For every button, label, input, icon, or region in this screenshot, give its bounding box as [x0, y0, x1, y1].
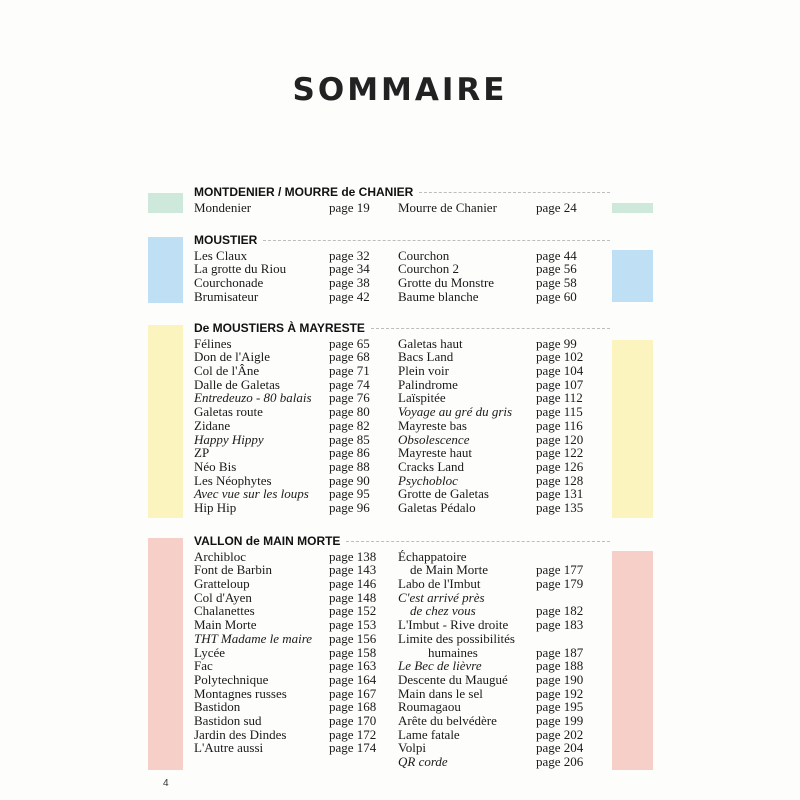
entry-name: QR corde [398, 754, 448, 770]
section-band-red-left [148, 538, 183, 770]
entry-page: page 187 [536, 644, 584, 660]
toc-section-moustiers-mayreste [194, 322, 610, 515]
entry-name: Félines [194, 335, 232, 351]
entry-page: page 44 [536, 247, 577, 263]
entry-name: Arête du belvédère [398, 712, 497, 728]
toc-entry[interactable] [194, 474, 398, 488]
entry-name: Courchon [398, 247, 450, 263]
entry-page: page 96 [329, 499, 370, 515]
toc-entry[interactable] [194, 201, 398, 215]
entry-page: page 115 [536, 404, 583, 420]
entry-page: page 58 [536, 275, 577, 291]
entry-name: Bastidon sud [194, 712, 262, 728]
toc-entry[interactable] [194, 550, 398, 564]
toc-entry[interactable] [194, 446, 398, 460]
entry-name: Bacs Land [398, 349, 454, 365]
entry-name: Laïspitée [398, 390, 446, 406]
entry-page: page 128 [536, 472, 584, 488]
toc-entry[interactable] [398, 632, 610, 646]
toc-entry[interactable] [194, 276, 398, 290]
entry-name: de Main Morte [410, 562, 488, 578]
toc-entry[interactable] [398, 262, 610, 276]
entry-name: Labo de l'Imbut [398, 576, 481, 592]
entry-name: Grotte de Galetas [398, 486, 489, 502]
entry-name: Hip Hip [194, 499, 237, 515]
toc-entry[interactable] [398, 378, 610, 392]
toc-entry[interactable] [398, 391, 610, 405]
toc-entry[interactable] [398, 405, 610, 419]
toc-entry[interactable] [398, 501, 610, 515]
entry-page: page 71 [329, 363, 370, 379]
entry-page: page 19 [329, 199, 370, 215]
toc-entry[interactable] [194, 350, 398, 364]
toc-entry[interactable] [194, 249, 398, 263]
section-title: MOUSTIER [194, 233, 258, 247]
entry-page: page 177 [536, 562, 584, 578]
entry-name: Psychobloc [398, 472, 458, 488]
toc-entry[interactable] [398, 741, 610, 755]
entry-page: page 95 [329, 486, 370, 502]
entry-name: Jardin des Dindes [194, 726, 287, 742]
entry-page: page 163 [329, 658, 377, 674]
entry-name: Baume blanche [398, 288, 479, 304]
entry-name: Main Morte [194, 617, 257, 633]
section-band-red-right [612, 551, 653, 770]
toc-entry[interactable] [398, 755, 610, 769]
entry-page: page 102 [536, 349, 584, 365]
entry-name: Roumagaou [398, 699, 461, 715]
toc-entry[interactable] [398, 673, 610, 687]
entry-page: page 172 [329, 726, 377, 742]
section-title: VALLON de MAIN MORTE [194, 534, 341, 548]
entry-name: Voyage au gré du gris [398, 404, 513, 420]
section-band-green-right [612, 203, 653, 213]
entry-page: page 204 [536, 740, 584, 756]
entry-page: page 153 [329, 617, 377, 633]
entry-name: Don de l'Aigle [194, 349, 270, 365]
entry-name: ZP [194, 445, 210, 461]
toc-entry[interactable] [194, 714, 398, 728]
toc-entry[interactable] [398, 591, 610, 605]
toc-entry[interactable] [194, 487, 398, 501]
entry-name: Main dans le sel [398, 685, 483, 701]
entry-name: La grotte du Riou [194, 261, 287, 277]
toc-entry[interactable] [194, 646, 398, 660]
entry-name: Polytechnique [194, 671, 269, 687]
entry-page: page 192 [536, 685, 584, 701]
toc-entry[interactable] [194, 577, 398, 591]
toc-entry[interactable] [194, 405, 398, 419]
entry-page: page 206 [536, 754, 584, 770]
entry-name: Palindrome [398, 376, 458, 392]
toc-entry[interactable] [398, 249, 610, 263]
entry-page: page 158 [329, 644, 377, 660]
entry-name: Dalle de Galetas [194, 376, 280, 392]
toc-entry[interactable] [194, 419, 398, 433]
section-divider [371, 328, 610, 329]
entry-name: Bastidon [194, 699, 241, 715]
entry-name: Mondenier [194, 199, 252, 215]
entry-page: page 74 [329, 376, 370, 392]
toc-entry[interactable] [194, 460, 398, 474]
section-band-yellow-right [612, 340, 653, 518]
entry-page: page 88 [329, 458, 370, 474]
entry-page: page 126 [536, 458, 584, 474]
section-title: De MOUSTIERS À MAYRESTE [194, 321, 365, 335]
entry-name: Obsolescence [398, 431, 470, 447]
page-title: SOMMAIRE [292, 72, 508, 108]
toc-entry[interactable] [398, 201, 610, 215]
entry-name: Courchonade [194, 275, 264, 291]
toc-entry[interactable] [194, 618, 398, 632]
section-band-blue-left [148, 237, 183, 303]
entry-page: page 188 [536, 658, 584, 674]
page-number: 4 [163, 778, 169, 789]
entry-name: THT Madame le maire [194, 630, 313, 646]
entry-page: page 202 [536, 726, 584, 742]
entry-name: Chalanettes [194, 603, 255, 619]
entry-page: page 86 [329, 445, 370, 461]
entry-name: Galetas Pédalo [398, 499, 476, 515]
entry-name: Lame fatale [398, 726, 460, 742]
entry-page: page 131 [536, 486, 584, 502]
toc-entry[interactable] [398, 728, 610, 742]
entry-name: Avec vue sur les loups [194, 486, 309, 502]
entry-page: page 146 [329, 576, 377, 592]
toc-entry[interactable] [194, 632, 398, 646]
toc-entry[interactable] [398, 550, 610, 564]
toc-entry[interactable] [194, 378, 398, 392]
entry-page: page 104 [536, 363, 584, 379]
entry-name: Galetas route [194, 404, 263, 420]
entry-page: page 168 [329, 699, 377, 715]
toc-entry[interactable] [398, 700, 610, 714]
toc-entry[interactable] [398, 433, 610, 447]
entry-name: Happy Hippy [194, 431, 264, 447]
toc-entry[interactable] [194, 591, 398, 605]
entry-name: de chez vous [410, 603, 476, 619]
entry-name: Plein voir [398, 363, 449, 379]
entry-name: Les Néophytes [194, 472, 272, 488]
entry-name: Col d'Ayen [194, 589, 252, 605]
entry-name: Zidane [194, 417, 231, 433]
toc-entry[interactable] [194, 364, 398, 378]
toc-entry[interactable] [194, 700, 398, 714]
entry-page: page 38 [329, 275, 370, 291]
entry-name: Fac [194, 658, 213, 674]
toc-entry[interactable] [194, 337, 398, 351]
entry-page: page 148 [329, 589, 377, 605]
toc-entry[interactable] [194, 433, 398, 447]
toc-entry[interactable] [398, 446, 610, 460]
toc-entry[interactable] [398, 337, 610, 351]
entry-name: Brumisateur [194, 288, 259, 304]
entry-name: Néo Bis [194, 458, 237, 474]
entry-page: page 24 [536, 199, 577, 215]
toc-entry[interactable] [194, 673, 398, 687]
section-band-blue-right [612, 250, 653, 302]
section-divider [419, 192, 610, 193]
entry-page: page 183 [536, 617, 584, 633]
toc-entry[interactable] [398, 276, 610, 290]
entry-page: page 174 [329, 740, 377, 756]
section-title: MONTDENIER / MOURRE de CHANIER [194, 185, 414, 199]
entry-page: page 135 [536, 499, 584, 515]
section-divider [346, 541, 610, 542]
entry-name: Lycée [194, 644, 226, 660]
entry-name: Mayreste haut [398, 445, 473, 461]
entry-page: page 68 [329, 349, 370, 365]
toc-entry[interactable] [194, 687, 398, 701]
entry-name: Limite des possibilités [398, 630, 515, 646]
entry-page: page 90 [329, 472, 370, 488]
entry-name: Le Bec de lièvre [398, 658, 482, 674]
toc-entry[interactable] [398, 474, 610, 488]
entry-page: page 116 [536, 417, 583, 433]
entry-page: page 76 [329, 390, 370, 406]
toc-entry[interactable] [398, 364, 610, 378]
toc-section-vallon-main-morte [194, 535, 610, 769]
entry-page: page 65 [329, 335, 370, 351]
toc-entry[interactable] [398, 577, 610, 591]
toc-entry[interactable] [398, 604, 610, 618]
toc-entry[interactable] [194, 741, 398, 755]
entry-page: page 167 [329, 685, 377, 701]
entry-name: Échappatoire [398, 548, 467, 564]
entry-page: page 80 [329, 404, 370, 420]
toc-entry[interactable] [194, 563, 398, 577]
toc-entry[interactable] [398, 460, 610, 474]
entry-name: Cracks Land [398, 458, 465, 474]
toc-entry[interactable] [398, 687, 610, 701]
entry-page: page 156 [329, 630, 377, 646]
toc-entry[interactable] [194, 290, 398, 304]
entry-name: Gratteloup [194, 576, 250, 592]
entry-page: page 99 [536, 335, 577, 351]
entry-name: Mayreste bas [398, 417, 467, 433]
entry-page: page 164 [329, 671, 377, 687]
entry-name: Courchon 2 [398, 261, 460, 277]
section-band-green-left [148, 193, 183, 213]
entry-name: humaines [428, 644, 478, 660]
entry-page: page 56 [536, 261, 577, 277]
entry-page: page 138 [329, 548, 377, 564]
entry-page: page 152 [329, 603, 377, 619]
entry-name: Mourre de Chanier [398, 199, 497, 215]
entry-page: page 190 [536, 671, 584, 687]
entry-page: page 32 [329, 247, 370, 263]
entry-page: page 120 [536, 431, 584, 447]
entry-name: Descente du Maugué [398, 671, 508, 687]
entry-page: page 34 [329, 261, 370, 277]
toc-entry[interactable] [194, 728, 398, 742]
toc-entry[interactable] [194, 262, 398, 276]
toc-entry[interactable] [398, 563, 610, 577]
entry-page: page 199 [536, 712, 584, 728]
toc-entry[interactable] [398, 350, 610, 364]
toc-entry[interactable] [398, 618, 610, 632]
entry-page: page 85 [329, 431, 370, 447]
entry-name: Grotte du Monstre [398, 275, 495, 291]
toc-section-montdenier [194, 186, 610, 214]
entry-page: page 82 [329, 417, 370, 433]
toc-entry[interactable] [398, 659, 610, 673]
entry-name: Galetas haut [398, 335, 463, 351]
toc-entry[interactable] [398, 487, 610, 501]
toc-section-moustier [194, 234, 610, 303]
toc-entry[interactable] [398, 419, 610, 433]
entry-name: Volpi [398, 740, 426, 756]
entry-name: Col de l'Âne [194, 363, 260, 379]
entry-page: page 170 [329, 712, 377, 728]
toc-entry[interactable] [194, 391, 398, 405]
toc-entry[interactable] [194, 659, 398, 673]
toc-entry[interactable] [398, 714, 610, 728]
toc-entry[interactable] [398, 290, 610, 304]
entry-page: page 107 [536, 376, 584, 392]
entry-page: page 195 [536, 699, 584, 715]
entry-name: L'Autre aussi [194, 740, 264, 756]
entry-page: page 182 [536, 603, 584, 619]
entry-name: Les Claux [194, 247, 248, 263]
entry-page: page 112 [536, 390, 583, 406]
entry-page: page 42 [329, 288, 370, 304]
entry-page: page 60 [536, 288, 577, 304]
entry-name: L'Imbut - Rive droite [398, 617, 509, 633]
entry-name: Archibloc [194, 548, 246, 564]
toc-entry[interactable] [194, 604, 398, 618]
entry-name: C'est arrivé près [398, 589, 485, 605]
entry-name: Montagnes russes [194, 685, 287, 701]
section-divider [263, 240, 610, 241]
entry-page: page 143 [329, 562, 377, 578]
entry-name: Font de Barbin [194, 562, 272, 578]
toc-entry[interactable] [194, 501, 398, 515]
entry-page: page 179 [536, 576, 584, 592]
entry-page: page 122 [536, 445, 584, 461]
entry-name: Entredeuzo - 80 balais [194, 390, 312, 406]
section-band-yellow-left [148, 325, 183, 518]
toc-entry[interactable] [398, 646, 610, 660]
